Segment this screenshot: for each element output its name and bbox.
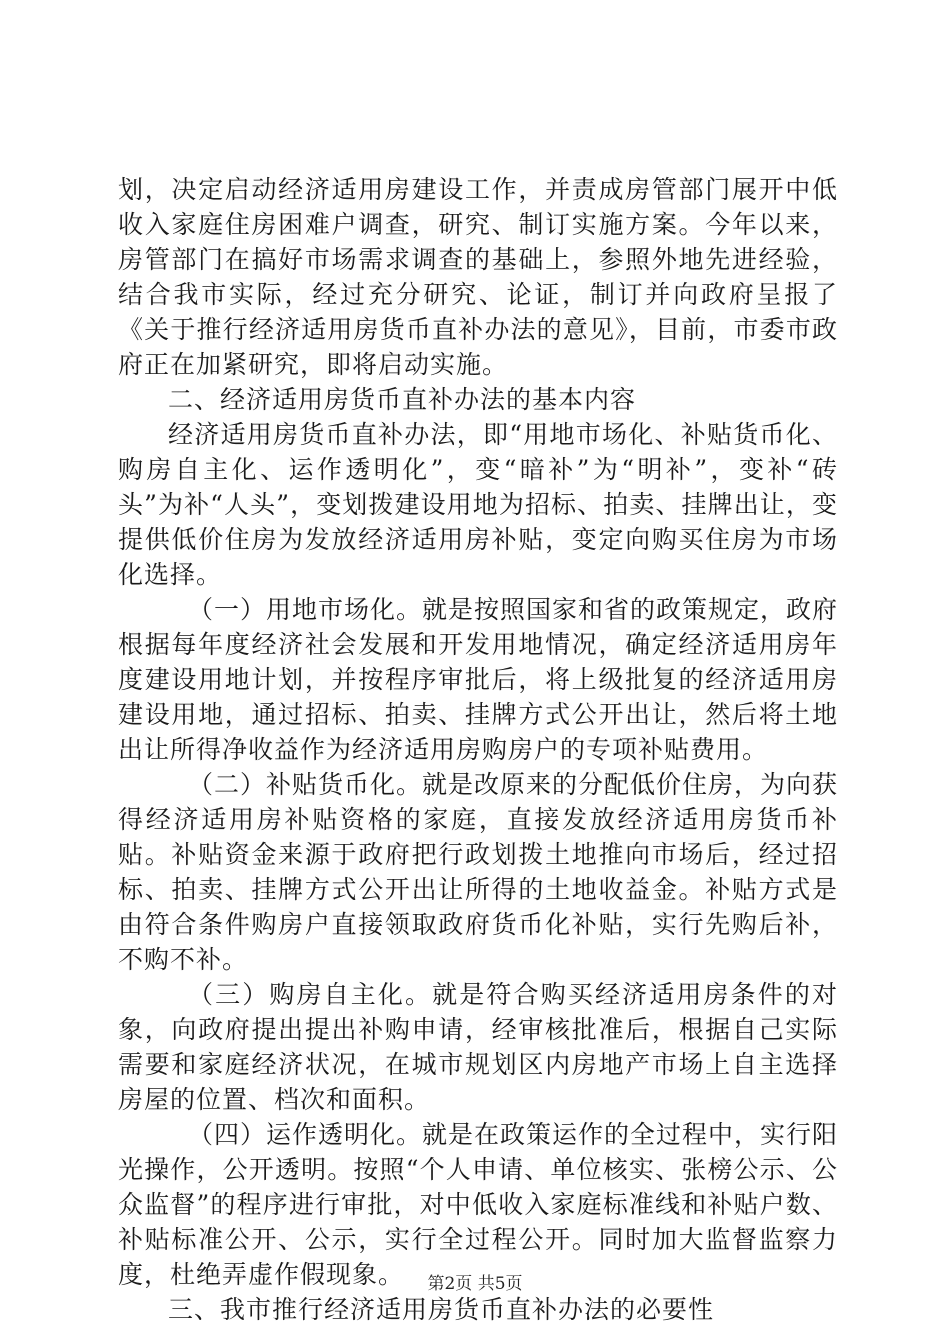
document-body	[118, 172, 838, 1327]
paragraph-item-3: （三）购房自主化。就是符合购买经济适用房条件的对象，向政府提出提出补购申请，经审核批准后，根据自己实际需要和家庭经济状况，在城市规划区内房地产市场上自主选择房屋的位置、档次和面积。	[118, 980, 838, 1114]
paragraph-continuation: 划，决定启动经济适用房建设工作，并责成房管部门展开中低收入家庭住房困难户调查，研究、制订实施方案。今年以来，房管部门在搞好市场需求调查的基础上，参照外地先进经验，结合我市实际，经过充分研究、论证，制订并向政府呈报了《关于推行经济适用房货币直补办法的意见》，目前，市委市政府正在加紧研究，即将启动实施。	[118, 175, 838, 379]
paragraph-item-2: （二）补贴货币化。就是改原来的分配低价住房，为向获得经济适用房补贴资格的家庭，直接发放经济适用房货币补贴。补贴资金来源于政府把行政划拨土地推向市场后，经过招标、拍卖、挂牌方式公开出让所得的土地收益金。补贴方式是由符合条件购房户直接领取政府货币化补贴，实行先购后补，不购不补。	[118, 770, 839, 974]
page-number-label: 第2页 共5页	[427, 1274, 523, 1294]
paragraph-summary: 经济适用房货币直补办法，即“用地市场化、补贴货币化、购房自主化、运作透明化”，变“暗补”为“明补”，变补“砖头”为补“人头”，变划拨建设用地为招标、拍卖、挂牌出让，变提供低价住房为发放经济适用房补贴，变定向购买住房为市场化选择。	[118, 420, 838, 589]
page-footer	[0, 1273, 950, 1295]
paragraph-item-4: （四）运作透明化。就是在政策运作的全过程中，实行阳光操作，公开透明。按照“个人申请、单位核实、张榜公示、公众监督”的程序进行审批，对中低收入家庭标准线和补贴户数、补贴标准公开、公示，实行全过程公开。同时加大监督监察力度，杜绝弄虚作假现象。	[118, 1120, 839, 1289]
section-heading-3: 三、我市推行经济适用房货币直补办法的必要性	[168, 1295, 715, 1324]
paragraph-item-1: （一）用地市场化。就是按照国家和省的政策规定，政府根据每年度经济社会发展和开发用地情况，确定经济适用房年度建设用地计划，并按程序审批后，将上级批复的经济适用房建设用地，通过招标、拍卖、挂牌方式公开出让，然后将土地出让所得净收益作为经济适用房购房户的专项补贴费用。	[118, 595, 839, 764]
section-heading-2: 二、经济适用房货币直补办法的基本内容	[168, 385, 637, 414]
